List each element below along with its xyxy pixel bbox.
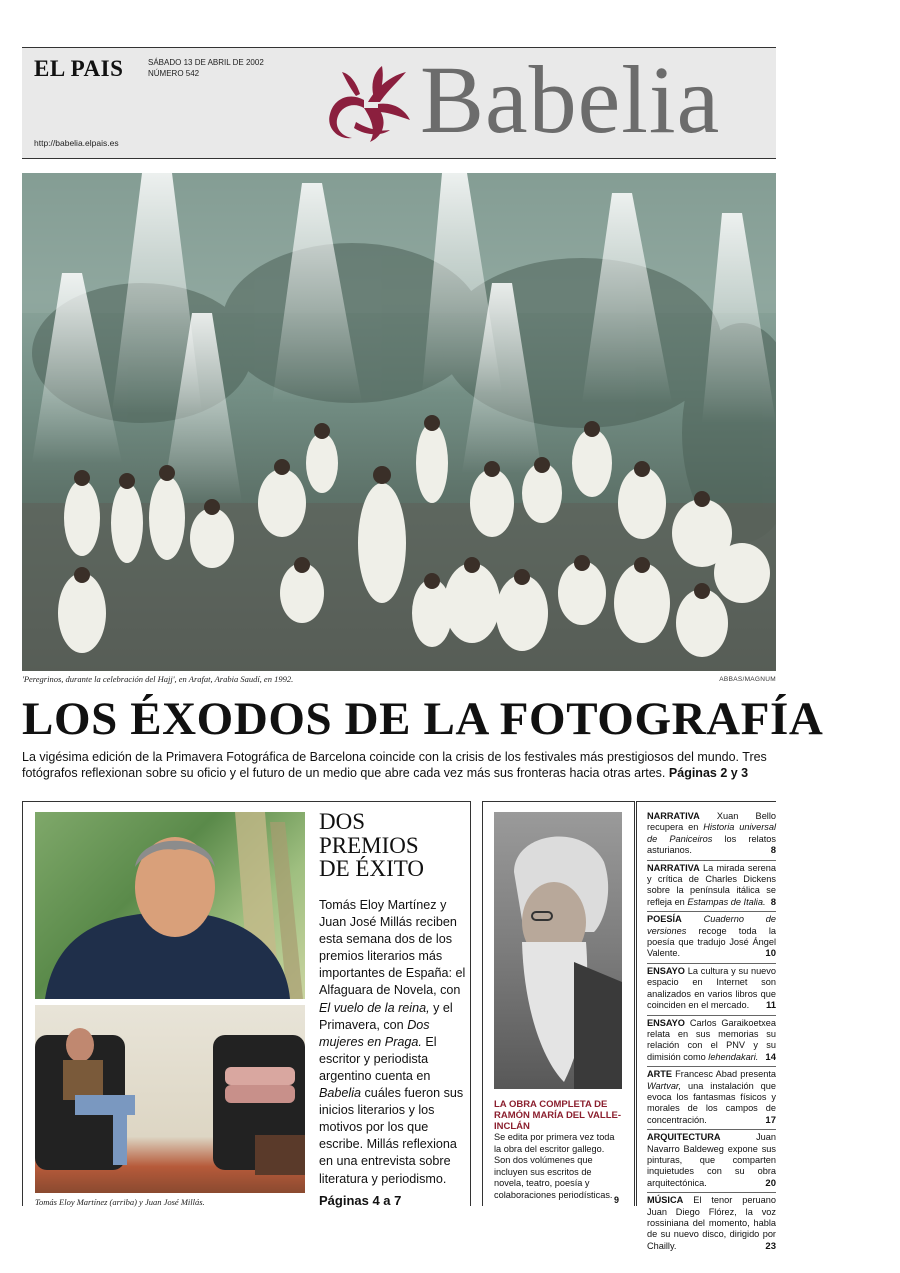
index-text (682, 914, 704, 924)
index-text: Carlos Garaikoetxea relata en sus memorias su relación con el PNV y su dimisión como (647, 1017, 776, 1062)
section-rule-right (636, 801, 776, 802)
index-title: Historia universal de Paniceiros (647, 822, 776, 844)
index-item[interactable] (647, 1130, 776, 1193)
lily-flourish-icon (320, 62, 416, 146)
premios-text: Tomás Eloy Martínez y Juan José Millás reciben esta semana dos de los premios literarios más importantes de España: el Alfaguara de Novela, con (319, 898, 466, 998)
masthead (22, 47, 776, 159)
index-text: los relatos asturianos. (647, 833, 776, 856)
hero-caption: 'Peregrinos, durante la celebración del Hajj', en Arafat, Arabia Saudí, en 1992. (22, 674, 294, 684)
issue-number: NÚMERO 542 (148, 69, 200, 78)
standfirst-text: La vigésima edición de la Primavera Fotográfica de Barcelona coincide con la crisis de los festivales más prestigiosos del mundo. Tres fotógrafos reflexionan sobre su oficio y el futuro de un medio que abre cada vez más sus fronteras hacia otras artes. (22, 750, 767, 780)
index-text: La mirada serena y crítica de Charles Dickens sobre la península itálica se refleja en (647, 862, 776, 907)
column-divider (22, 801, 23, 1206)
premios-text: y el Primavera, con (319, 1000, 453, 1032)
index-category: ARTE (647, 1069, 673, 1080)
pilgrims-photo-illustration (22, 173, 776, 671)
author-photo-martinez (35, 812, 305, 999)
valle-inclan-page[interactable]: 9 (614, 1195, 620, 1205)
hero-photo (22, 173, 776, 671)
valle-inclan-portrait (494, 812, 622, 1089)
issue-date: SÁBADO 13 DE ABRIL DE 2002 (148, 58, 264, 67)
index-page: 23 (762, 1241, 776, 1252)
index-text: una instalación que evoca los fantasmas físicos y morales de los campos de concentración. (647, 1080, 776, 1125)
index-text: El tenor peruano Juan Diego Flórez, la voz rossiniana del momento, habla de su nuevo disco, dirigido por Chailly. (647, 1195, 776, 1251)
index-category: ENSAYO (647, 965, 685, 976)
newspaper-name[interactable]: EL PAIS (34, 56, 124, 81)
index-item[interactable] (647, 964, 776, 1016)
index-page: 8 (768, 897, 776, 908)
index-category: ARQUITECTURA (647, 1132, 721, 1143)
website-link[interactable]: http://babelia.elpais.es (34, 138, 119, 148)
photo-credit: ABBAS/MAGNUM (719, 676, 776, 683)
premios-pages-link[interactable]: Páginas 4 a 7 (319, 1193, 402, 1208)
premios-headline-line: DE ÉXITO (319, 856, 424, 881)
section-rule-middle (482, 801, 634, 802)
column-divider (482, 801, 483, 1206)
column-divider (636, 801, 637, 1206)
index-item[interactable] (647, 1193, 776, 1255)
premios-text: cuáles fueron sus inicios literarios y los motivos por los que escribe. Millás reflexiona en una entrevista sobre literatura y periodismo. (319, 1086, 464, 1186)
book-title: Dos mujeres en Praga. (319, 1017, 430, 1049)
index-page: 20 (762, 1178, 776, 1189)
index-item[interactable] (647, 912, 776, 964)
premios-headline-line: DOS (319, 809, 366, 834)
index-title: Cuaderno de versiones (647, 914, 776, 936)
book-title: El vuelo de la reina, (319, 1000, 430, 1015)
premios-body (319, 897, 471, 1188)
premios-headline[interactable] (319, 810, 424, 881)
main-headline[interactable]: LOS ÉXODOS DE LA FOTOGRAFÍA (22, 693, 824, 745)
contents-index (647, 809, 776, 1255)
index-page: 11 (763, 1000, 776, 1011)
index-category: POESÍA (647, 914, 682, 925)
index-title: Estampas de Italia. (687, 896, 766, 907)
index-title: Wartvar, (647, 1080, 682, 1091)
index-category: MÚSICA (647, 1195, 684, 1206)
author-photo-millas (35, 1005, 305, 1193)
index-title: lehendakari. (708, 1051, 759, 1062)
premios-text: El escritor y periodista argentino cuenta en (319, 1034, 437, 1083)
index-item[interactable] (647, 1067, 776, 1130)
index-category: ENSAYO (647, 1017, 685, 1028)
premios-headline-line: PREMIOS (319, 832, 419, 858)
index-page: 14 (762, 1052, 776, 1063)
index-text: Francesc Abad presenta (672, 1069, 776, 1080)
section-rule-left (22, 801, 470, 802)
standfirst-pages-link[interactable]: Páginas 2 y 3 (668, 766, 749, 780)
column-divider (634, 801, 635, 1206)
author-photos-caption: Tomás Eloy Martínez (arriba) y Juan José Millás. (35, 1197, 205, 1207)
index-text: Xuan Bello recupera en (647, 811, 776, 833)
index-page: 10 (762, 948, 776, 959)
index-category: NARRATIVA (647, 811, 700, 821)
index-text: recoge toda la poesía que tradujo José Ángel Valente. (647, 925, 776, 959)
index-item[interactable] (647, 861, 776, 913)
index-text: La cultura y su nuevo espacio en Internet son analizados en varios libros que coinciden en el mercado. (647, 965, 776, 1011)
dateline (148, 57, 264, 79)
index-item[interactable] (647, 809, 776, 861)
index-text: Juan Navarro Baldeweg expone sus pinturas, que comparten inquietudes con su obra arquitectónica. (647, 1132, 776, 1188)
valle-inclan-body: Se edita por primera vez toda la obra del escritor gallego. Son dos volúmenes que incluyen sus escritos de novela, teatro, poesía y colaboraciones periodísticas. (494, 1132, 615, 1200)
valle-inclan-headline[interactable]: LA OBRA COMPLETA DE RAMÓN MARÍA DEL VALLE-INCLÁN (494, 1099, 622, 1132)
standfirst (22, 749, 778, 781)
index-page: 17 (762, 1115, 776, 1126)
index-category: NARRATIVA (647, 862, 700, 873)
supplement-name: Babelia (319, 1086, 362, 1101)
index-item[interactable] (647, 1016, 776, 1068)
supplement-title[interactable]: Babelia (420, 46, 721, 153)
index-page: 8 (768, 845, 776, 856)
